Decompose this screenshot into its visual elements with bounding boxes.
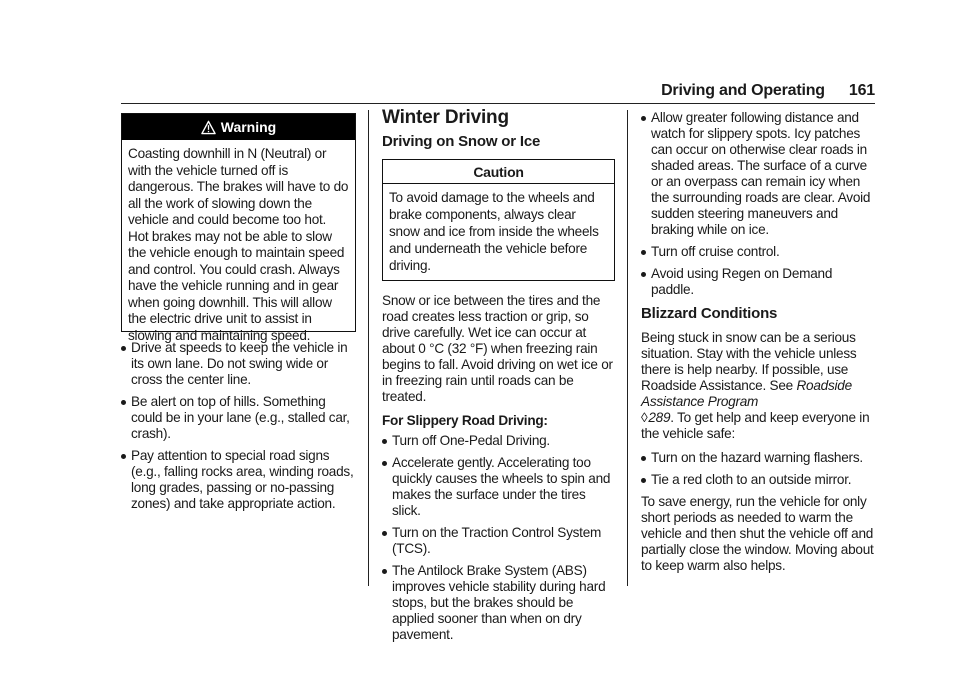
caution-title: Caution [383,160,614,184]
list-item: Accelerate gently. Accelerating too quickly causes the wheels to spin and makes the surface under the tires slick. [382,455,615,519]
list-item: Allow greater following distance and watch for slippery spots. Icy patches can occur on otherwise clear roads in shaded areas. The surface of a curve or an overpass can remain icy when the surrounding roads are clear. Avoid sudden steering maneuvers and braking while on ice. [641,110,875,238]
section-heading-winter-driving: Winter Driving [382,107,509,128]
list-item: Avoid using Regen on Demand paddle. [641,266,875,298]
caution-box [382,159,615,281]
list-item: Turn on the Traction Control System (TCS). [382,525,615,557]
column-1-list [121,340,356,518]
header-rule [121,103,875,104]
list-item: The Antilock Brake System (ABS) improves vehicle stability during hard stops, but the brakes should be applied sooner than when on dry pavement. [382,563,615,643]
list-item: Be alert on top of hills. Something could be in your lane (e.g., stalled car, crash). [121,394,356,442]
caution-body: To avoid damage to the wheels and brake components, always clear snow and ice from inside the wheels and underneath the vehicle before driving. [389,190,599,273]
list-item: Pay attention to special road signs (e.g., falling rocks area, winding roads, long grades, passing or no-passing zones) and take appropriate action. [121,448,356,512]
list-item: Tie a red cloth to an outside mirror. [641,472,875,488]
lead-slippery-road: For Slippery Road Driving: [382,413,548,428]
paragraph-save-energy: To save energy, run the vehicle for only short periods as needed to warm the vehicle and then shut the vehicle off and partially close the window. Moving about to keep warm also helps. [641,494,874,573]
warning-box [121,113,356,343]
list-item: Turn off cruise control. [641,244,875,260]
section-title: Driving and Operating [661,82,825,99]
column-3 [641,110,875,582]
page-ref-number[interactable]: 289 [648,410,671,425]
ice-tips-list [641,110,875,298]
page-number: 161 [848,82,875,99]
list-item: Drive at speeds to keep the vehicle in its own lane. Do not swing wide or cross the center line. [121,340,356,388]
warning-icon [201,120,216,135]
column-divider-1 [368,110,369,586]
paragraph-blizzard: Being stuck in snow can be a serious situation. Stay with the vehicle unless there is help nearby. If possible, use Roadside Assistance. See Roadside Assistance Program ◊ 289. To get help and keep everyone in the vehicle safe: [641,330,870,441]
warning-title: Warning [220,119,277,135]
subheading-blizzard: Blizzard Conditions [641,305,778,322]
page-ref-icon: ◊ [641,410,648,425]
list-item: Turn off One-Pedal Driving. [382,433,615,449]
driving-tips-list [121,340,356,512]
paragraph-snow-ice: Snow or ice between the tires and the road creates less traction or grip, so drive carefully. Wet ice can occur at about 0 °C (32 °F) when freezing rain begins to fall. Avoid driving on wet ice or in freezing rain until roads can be treated. [382,293,613,404]
column-divider-2 [627,110,628,586]
column-2 [382,107,615,649]
list-item: Turn on the hazard warning flashers. [641,450,875,466]
roadside-assistance-link[interactable]: Roadside Assistance Program [641,378,852,409]
warning-header [122,114,355,140]
slippery-road-list [382,433,615,643]
blizzard-list [641,450,875,488]
subheading-snow-ice: Driving on Snow or Ice [382,133,541,150]
running-header [0,82,875,100]
warning-body: Coasting downhill in N (Neutral) or with the vehicle turned off is dangerous. The brakes will have to do all the work of slowing down the vehicle and could become too hot. Hot brakes may not be able to slow the vehicle enough to maintain speed and control. You could crash. Always have the vehicle running and in gear when going downhill. This will allow the electric drive unit to assist in slowing and maintaining speed. [128,146,349,343]
